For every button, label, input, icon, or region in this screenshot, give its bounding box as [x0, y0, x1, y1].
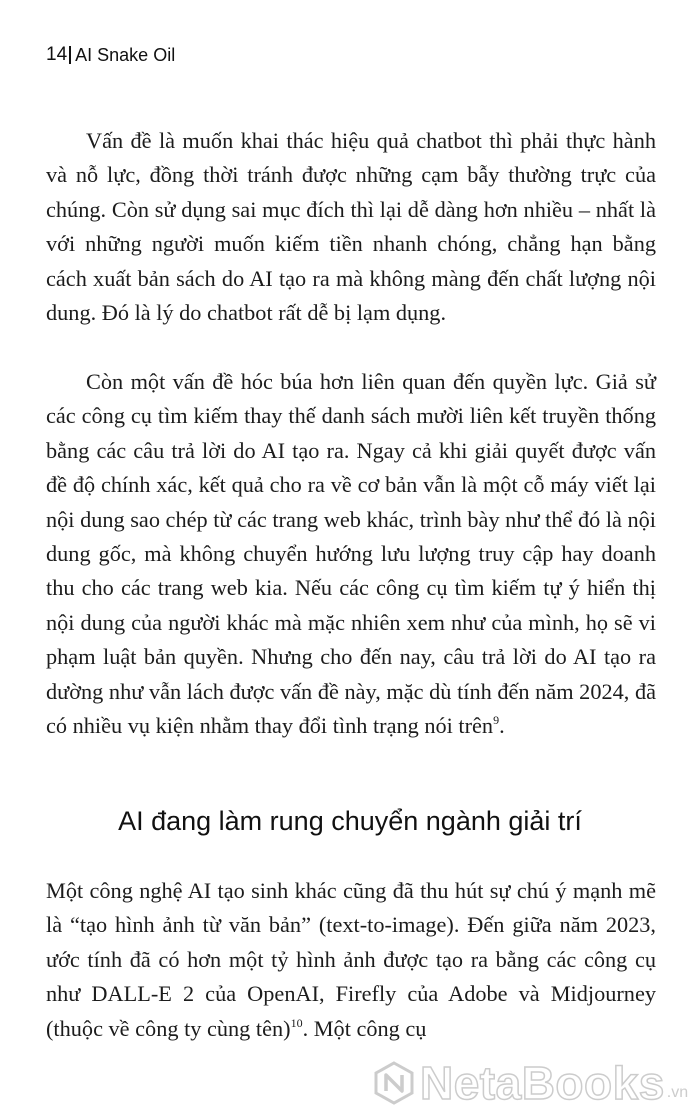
watermark-brand: NetaBooks — [420, 1057, 665, 1109]
page-number: 14 — [46, 44, 68, 65]
paragraph-2-body — [46, 365, 656, 743]
paragraph-2 — [46, 365, 656, 743]
section-heading: AI đang làm rung chuyển ngành giải trí — [118, 806, 582, 836]
paragraph-3-text: Một công nghệ AI tạo sinh khác cũng đã thu hút sự chú ý mạnh mẽ là “tạo hình ảnh từ văn bản” (text-to-image). Đến giữa năm 2023, ước tính đã có hơn một tỷ hình ảnh được tạo ra bằng các công cụ như DALL-E 2 của OpenAI, Firefly của Adobe và Midjourney (thuộc về công ty cùng tên) — [46, 878, 656, 1041]
paragraph-1-text: Vấn đề là muốn khai thác hiệu quả chatbot thì phải thực hành và nỗ lực, đồng thời tránh được những cạm bẫy thường trực của chúng. Còn sử dụng sai mục đích thì lại dễ dàng hơn nhiều – nhất là với những người muốn kiếm tiền nhanh chóng, chẳng hạn bằng cách xuất bản sách do AI tạo ra mà không màng đến chất lượng nội dung. Đó là lý do chatbot rất dễ bị lạm dụng. — [46, 128, 656, 326]
paragraph-1 — [46, 124, 656, 330]
paragraph-3-body — [46, 874, 656, 1046]
book-title: AI Snake Oil — [75, 44, 176, 65]
header-divider — [69, 46, 71, 64]
paragraph-3-end: . Một công cụ — [302, 1015, 427, 1041]
paragraph-2-text: Còn một vấn đề hóc búa hơn liên quan đến quyền lực. Giả sử các công cụ tìm kiếm thay thế danh sách mười liên kết truyền thống bằng các câu trả lời do AI tạo ra. Ngay cả khi giải quyết được vấn đề độ chính xác, kết quả cho ra về cơ bản vẫn là một cỗ máy viết lại nội dung sao chép từ các trang web khác, trình bày như thể đó là nội dung gốc, mà không chuyển hướng lưu lượng truy cập hay doanh thu cho các trang web kia. Nếu các công cụ tìm kiếm tự ý hiển thị nội dung của người khác mà mặc nhiên xem như của mình, họ sẽ vi phạm luật bản quyền. Nhưng cho đến nay, câu trả lời do AI tạo ra dường như vẫn lách được vấn đề này, mặc dù tính đến năm 2024, đã có nhiều vụ kiện nhằm thay đổi tình trạng nói trên — [46, 369, 656, 739]
running-header — [46, 44, 175, 66]
netabooks-logo-icon — [372, 1061, 416, 1105]
netabooks-watermark — [372, 1056, 688, 1110]
footnote-ref-10[interactable]: 10 — [290, 1015, 303, 1030]
paragraph-2-end: . — [499, 713, 505, 739]
footnote-ref-9[interactable]: 9 — [493, 713, 500, 728]
paragraph-3 — [46, 874, 656, 1046]
watermark-suffix: .vn — [666, 1084, 689, 1101]
